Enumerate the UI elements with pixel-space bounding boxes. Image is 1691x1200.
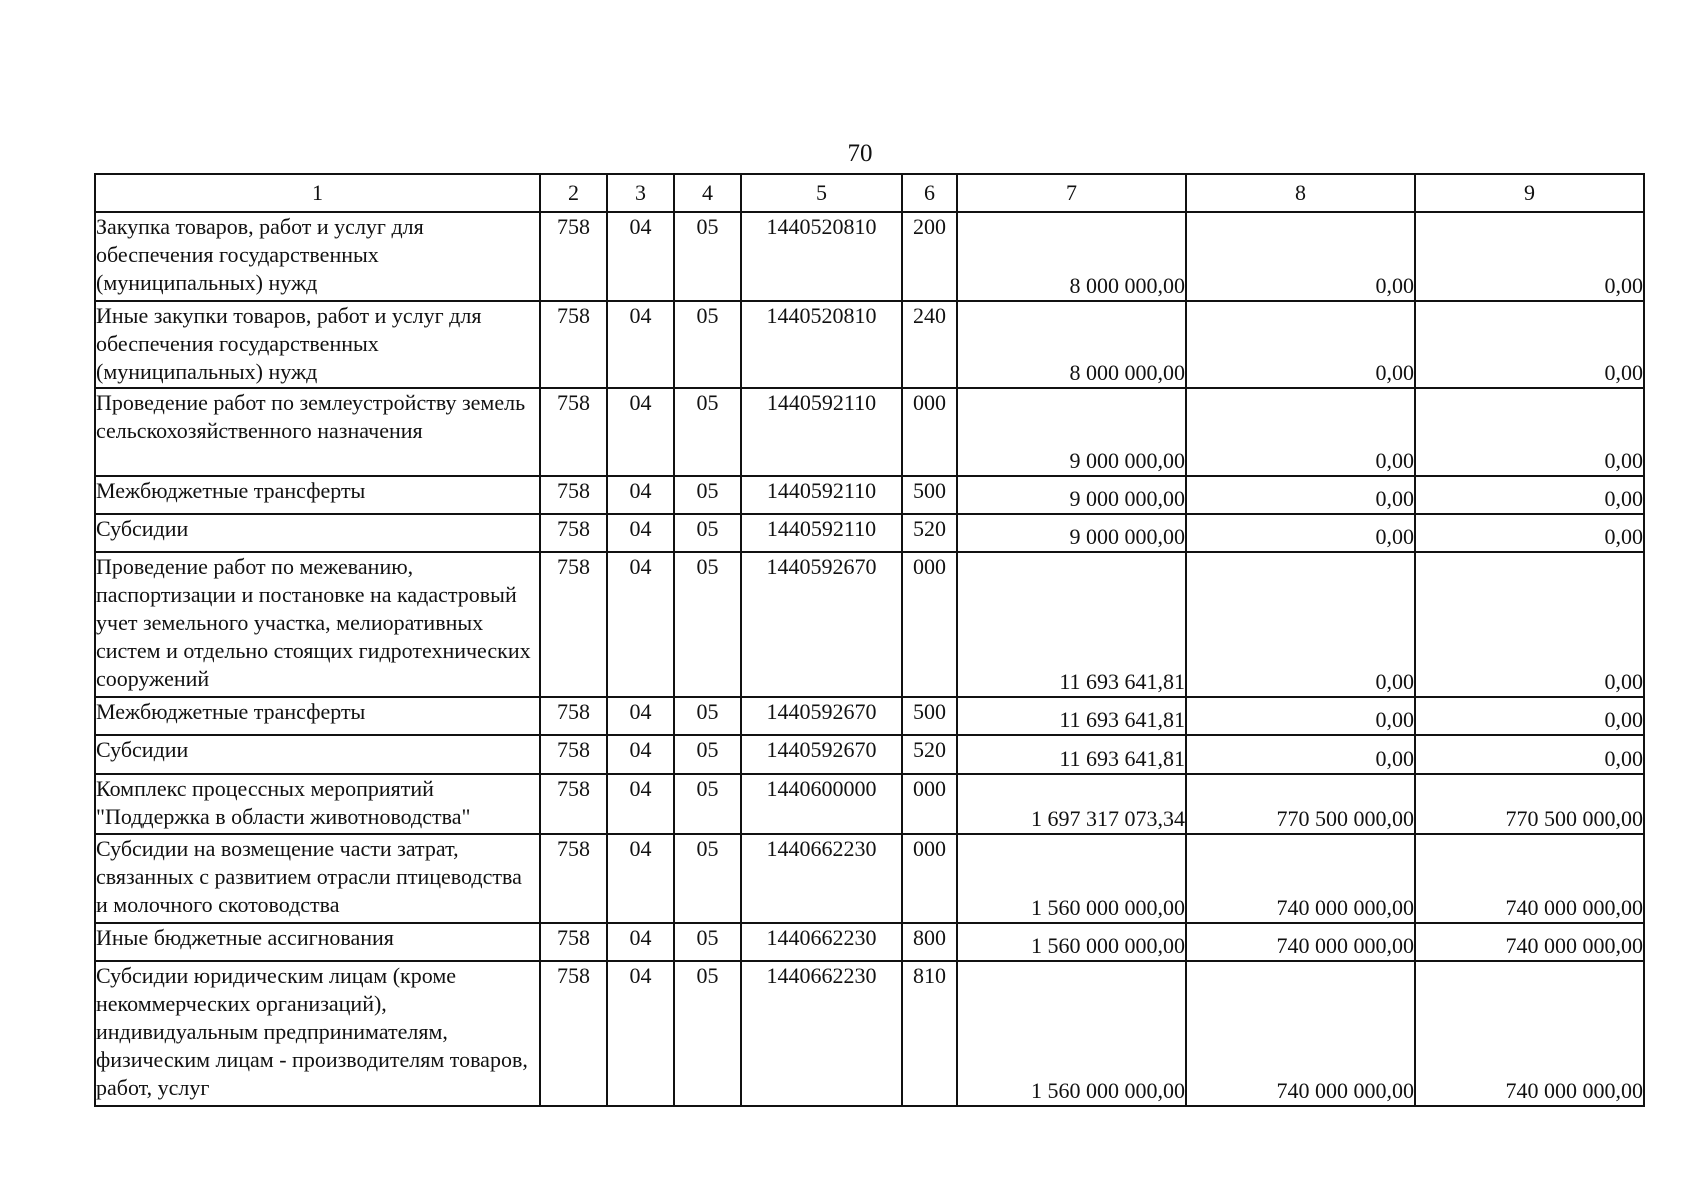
cell-section: 04: [607, 697, 674, 735]
cell-target-article: 1440520810: [741, 212, 902, 301]
cell-subsection: 05: [674, 301, 741, 388]
cell-amount-8: 0,00: [1186, 388, 1415, 476]
cell-target-article: 1440592110: [741, 388, 902, 476]
row-name: Межбюджетные трансферты: [95, 476, 540, 514]
cell-expense-type: 000: [902, 552, 957, 697]
cell-expense-type: 000: [902, 834, 957, 923]
column-header: 5: [741, 174, 902, 212]
cell-amount-7: 11 693 641,81: [957, 697, 1186, 735]
cell-expense-type: 500: [902, 476, 957, 514]
cell-amount-8: 0,00: [1186, 212, 1415, 301]
cell-amount-7: 1 697 317 073,34: [957, 774, 1186, 834]
cell-amount-7: 11 693 641,81: [957, 552, 1186, 697]
cell-target-article: 1440592670: [741, 735, 902, 774]
cell-subsection: 05: [674, 735, 741, 774]
cell-amount-7: 8 000 000,00: [957, 301, 1186, 388]
cell-amount-7: 9 000 000,00: [957, 514, 1186, 552]
cell-target-article: 1440592670: [741, 552, 902, 697]
table-row: [95, 735, 1644, 774]
table-row: [95, 476, 1644, 514]
cell-amount-8: 0,00: [1186, 552, 1415, 697]
cell-amount-8: 0,00: [1186, 476, 1415, 514]
cell-expense-type: 000: [902, 388, 957, 476]
cell-amount-7: 9 000 000,00: [957, 476, 1186, 514]
table-row: [95, 552, 1644, 697]
cell-subsection: 05: [674, 834, 741, 923]
cell-amount-8: 0,00: [1186, 514, 1415, 552]
cell-expense-type: 800: [902, 923, 957, 961]
cell-target-article: 1440662230: [741, 923, 902, 961]
column-header: 8: [1186, 174, 1415, 212]
column-header: 3: [607, 174, 674, 212]
cell-subsection: 05: [674, 212, 741, 301]
cell-ministry-code: 758: [540, 961, 607, 1106]
cell-amount-7: 1 560 000 000,00: [957, 923, 1186, 961]
cell-subsection: 05: [674, 388, 741, 476]
cell-ministry-code: 758: [540, 735, 607, 774]
cell-ministry-code: 758: [540, 834, 607, 923]
cell-target-article: 1440520810: [741, 301, 902, 388]
cell-amount-9: 0,00: [1415, 697, 1644, 735]
cell-amount-8: 740 000 000,00: [1186, 834, 1415, 923]
row-name: Субсидии юридическим лицам (кроме некоммерческих организаций), индивидуальным предпринимателям, физическим лицам - производителям товаров, работ, услуг: [95, 961, 540, 1106]
cell-section: 04: [607, 514, 674, 552]
cell-section: 04: [607, 961, 674, 1106]
cell-section: 04: [607, 735, 674, 774]
cell-subsection: 05: [674, 552, 741, 697]
column-header: 2: [540, 174, 607, 212]
row-name: Проведение работ по землеустройству земель сельскохозяйственного назначения: [95, 388, 540, 476]
budget-table: [94, 173, 1645, 1107]
cell-amount-9: 740 000 000,00: [1415, 923, 1644, 961]
column-header: 1: [95, 174, 540, 212]
row-name: Иные закупки товаров, работ и услуг для обеспечения государственных (муниципальных) нужд: [95, 301, 540, 388]
cell-amount-8: 740 000 000,00: [1186, 923, 1415, 961]
cell-subsection: 05: [674, 697, 741, 735]
row-name: Комплекс процессных мероприятий "Поддержка в области животноводства": [95, 774, 540, 834]
cell-amount-7: 8 000 000,00: [957, 212, 1186, 301]
cell-amount-9: 0,00: [1415, 388, 1644, 476]
cell-ministry-code: 758: [540, 923, 607, 961]
cell-ministry-code: 758: [540, 552, 607, 697]
cell-subsection: 05: [674, 961, 741, 1106]
row-name: Субсидии на возмещение части затрат, связанных с развитием отрасли птицеводства и молочного скотоводства: [95, 834, 540, 923]
column-header: 7: [957, 174, 1186, 212]
row-name: Иные бюджетные ассигнования: [95, 923, 540, 961]
row-name: Закупка товаров, работ и услуг для обеспечения государственных (муниципальных) нужд: [95, 212, 540, 301]
cell-amount-9: 0,00: [1415, 735, 1644, 774]
cell-amount-9: 0,00: [1415, 212, 1644, 301]
cell-amount-8: 770 500 000,00: [1186, 774, 1415, 834]
table-row: [95, 301, 1644, 388]
cell-amount-9: 0,00: [1415, 476, 1644, 514]
cell-expense-type: 000: [902, 774, 957, 834]
cell-target-article: 1440592110: [741, 514, 902, 552]
cell-target-article: 1440592110: [741, 476, 902, 514]
table-row: [95, 961, 1644, 1106]
cell-section: 04: [607, 774, 674, 834]
table-row: [95, 774, 1644, 834]
cell-expense-type: 520: [902, 735, 957, 774]
cell-amount-8: 0,00: [1186, 735, 1415, 774]
cell-amount-7: 9 000 000,00: [957, 388, 1186, 476]
cell-amount-9: 740 000 000,00: [1415, 834, 1644, 923]
cell-ministry-code: 758: [540, 212, 607, 301]
cell-amount-9: 740 000 000,00: [1415, 961, 1644, 1106]
cell-amount-7: 1 560 000 000,00: [957, 961, 1186, 1106]
cell-amount-9: 0,00: [1415, 301, 1644, 388]
cell-section: 04: [607, 834, 674, 923]
cell-expense-type: 200: [902, 212, 957, 301]
column-header: 9: [1415, 174, 1644, 212]
cell-expense-type: 240: [902, 301, 957, 388]
cell-expense-type: 500: [902, 697, 957, 735]
cell-expense-type: 520: [902, 514, 957, 552]
row-name: Субсидии: [95, 514, 540, 552]
column-header: 6: [902, 174, 957, 212]
cell-section: 04: [607, 301, 674, 388]
cell-expense-type: 810: [902, 961, 957, 1106]
cell-amount-8: 740 000 000,00: [1186, 961, 1415, 1106]
table-row: [95, 212, 1644, 301]
cell-subsection: 05: [674, 923, 741, 961]
row-name: Межбюджетные трансферты: [95, 697, 540, 735]
cell-ministry-code: 758: [540, 301, 607, 388]
cell-amount-8: 0,00: [1186, 697, 1415, 735]
table-row: [95, 514, 1644, 552]
cell-ministry-code: 758: [540, 697, 607, 735]
cell-section: 04: [607, 212, 674, 301]
column-number-row: [95, 174, 1644, 212]
cell-target-article: 1440600000: [741, 774, 902, 834]
cell-subsection: 05: [674, 774, 741, 834]
cell-target-article: 1440662230: [741, 961, 902, 1106]
cell-target-article: 1440662230: [741, 834, 902, 923]
cell-section: 04: [607, 388, 674, 476]
cell-amount-7: 11 693 641,81: [957, 735, 1186, 774]
cell-target-article: 1440592670: [741, 697, 902, 735]
table-row: [95, 923, 1644, 961]
cell-amount-7: 1 560 000 000,00: [957, 834, 1186, 923]
cell-section: 04: [607, 476, 674, 514]
cell-section: 04: [607, 552, 674, 697]
table-row: [95, 697, 1644, 735]
cell-ministry-code: 758: [540, 388, 607, 476]
cell-amount-9: 0,00: [1415, 514, 1644, 552]
cell-subsection: 05: [674, 514, 741, 552]
column-header: 4: [674, 174, 741, 212]
table-row: [95, 388, 1644, 476]
row-name: Субсидии: [95, 735, 540, 774]
row-name: Проведение работ по межеванию, паспортизации и постановке на кадастровый учет земельного участка, мелиоративных систем и отдельно стоящих гидротехнических сооружений: [95, 552, 540, 697]
cell-ministry-code: 758: [540, 774, 607, 834]
cell-section: 04: [607, 923, 674, 961]
cell-ministry-code: 758: [540, 514, 607, 552]
cell-amount-9: 0,00: [1415, 552, 1644, 697]
cell-amount-8: 0,00: [1186, 301, 1415, 388]
page-number: 70: [847, 140, 873, 167]
cell-ministry-code: 758: [540, 476, 607, 514]
table-row: [95, 834, 1644, 923]
cell-subsection: 05: [674, 476, 741, 514]
cell-amount-9: 770 500 000,00: [1415, 774, 1644, 834]
